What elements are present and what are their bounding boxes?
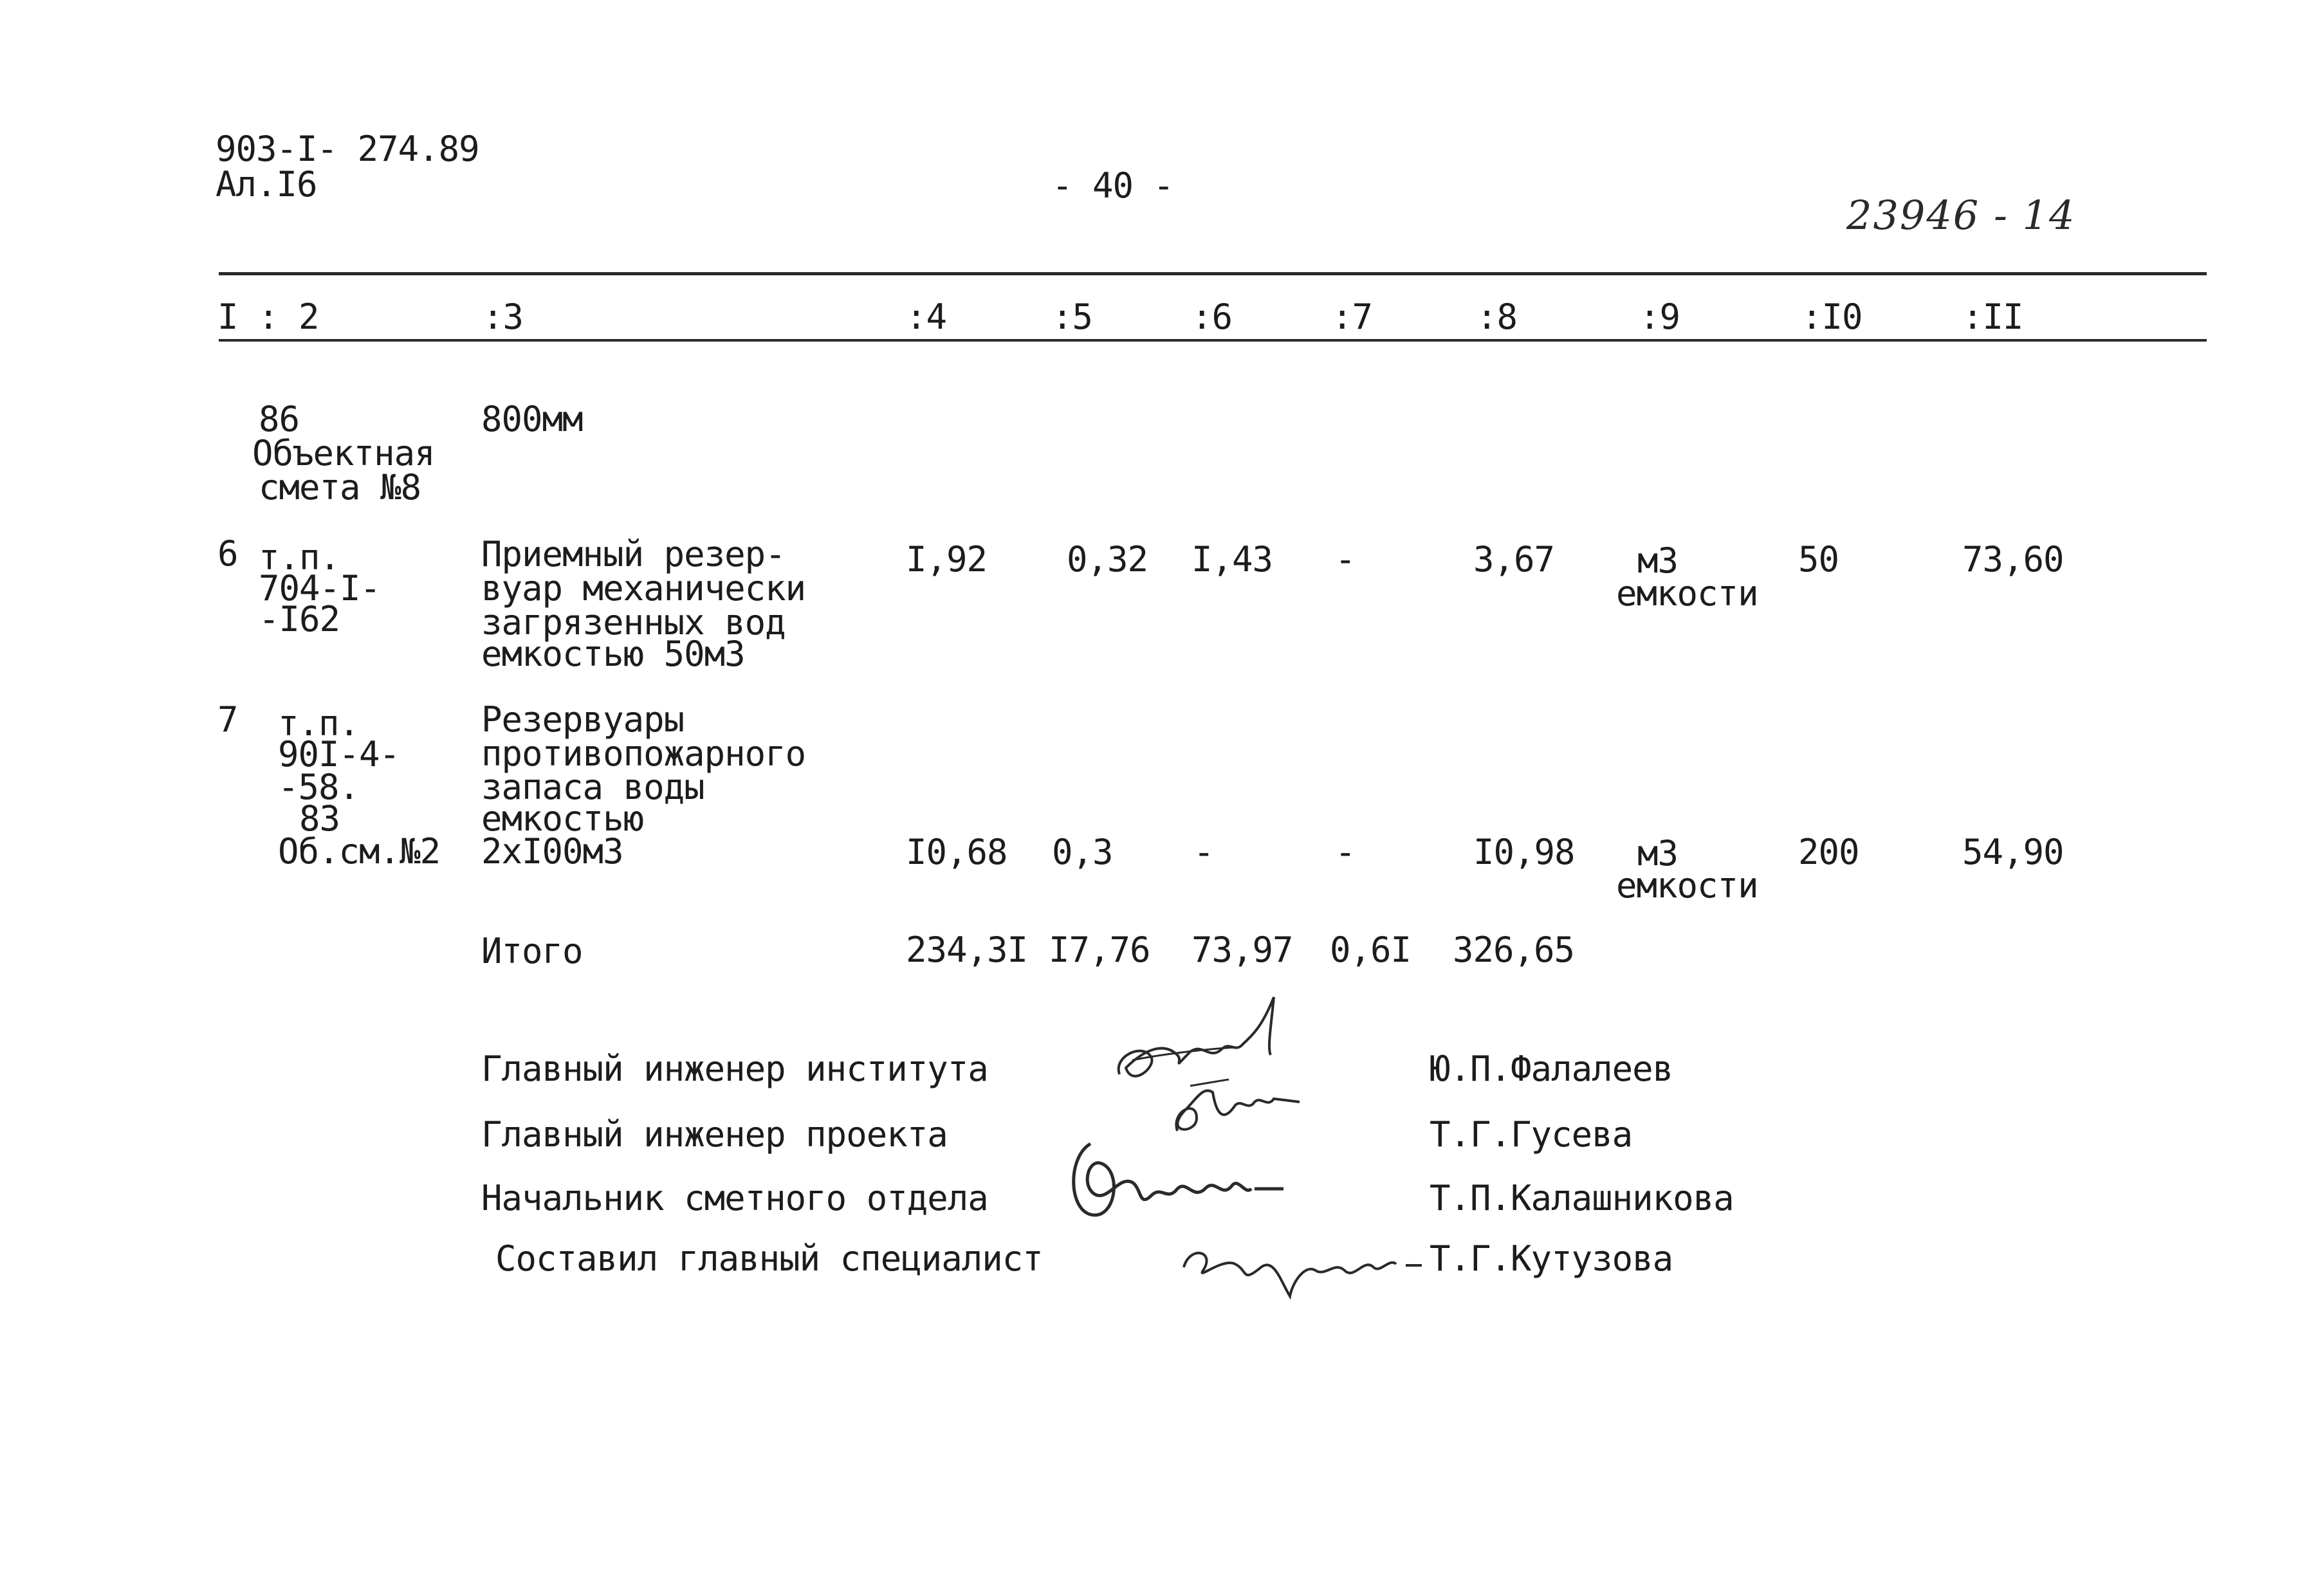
header-rule-top [219, 272, 2207, 275]
row-7-name-line5: 2хI00м3 [481, 831, 623, 872]
row-7-col7: - [1335, 832, 1356, 872]
row-7-ref-line4: 83 [299, 798, 340, 839]
continuation-ref-line3: смета №8 [259, 467, 421, 508]
row-6-col10: 50 [1798, 539, 1839, 580]
row-7-name-line3: запаса воды [481, 767, 704, 807]
page-number: - 40 - [1052, 165, 1174, 206]
row-6-name-line4: емкостью 50м3 [481, 634, 745, 674]
total-col8: 326,65 [1453, 930, 1575, 970]
row-7-ref-line1: т.п. [278, 703, 360, 744]
signature-name-1: Ю.П.Фалалеев [1430, 1049, 1673, 1089]
row-7-unit-line2: емкости [1616, 865, 1758, 906]
row-7-ref-line2: 90I-4- [278, 734, 400, 775]
row-7-col8: I0,98 [1473, 832, 1575, 872]
col-header-10: :I0 [1801, 297, 1863, 337]
total-col5: I7,76 [1049, 930, 1150, 970]
row-6-unit-line2: емкости [1616, 573, 1758, 614]
col-header-1-2: I : 2 [217, 297, 319, 337]
total-col6: 73,97 [1191, 930, 1293, 970]
sheet-label: Ал.I6 [216, 164, 317, 205]
total-col7: 0,6I [1330, 930, 1412, 970]
row-6-unit-line1: м3 [1637, 540, 1679, 581]
inventory-number: 23946 - 14 [1846, 192, 2076, 239]
signature-scribble-3 [1062, 1131, 1300, 1227]
row-6-name-line1: Приемный резер- [481, 534, 786, 574]
row-7-col6: - [1193, 832, 1214, 872]
total-label: Итого [481, 931, 583, 971]
row-7-col4: I0,68 [906, 832, 1007, 872]
doc-code: 903-I- 274.89 [216, 129, 479, 169]
col-header-3: :3 [483, 297, 524, 337]
row-6-name-line2: вуар механически [481, 568, 806, 609]
row-7-name-line4: емкостью [481, 798, 644, 839]
continuation-ref-line1: 86 [259, 399, 300, 439]
signature-position-3: Начальник сметного отдела [481, 1178, 988, 1218]
row-6-ref-line1: т.п. [259, 537, 340, 578]
col-header-11: :II [1962, 297, 2023, 337]
row-7-col5: 0,3 [1052, 832, 1113, 872]
row-6-col6: I,43 [1191, 539, 1273, 580]
row-6-ref-line3: -I62 [259, 599, 340, 639]
continuation-name: 800мм [481, 399, 583, 439]
header-rule-bottom [219, 339, 2207, 342]
row-6-name-line3: загрязенных вод [481, 602, 786, 643]
row-6-col8: 3,67 [1473, 539, 1555, 580]
signature-position-4: Составил главный специалист [495, 1238, 1043, 1279]
row-7-number: 7 [217, 699, 238, 740]
row-7-ref-line3: -58. [278, 767, 360, 807]
signature-name-3: Т.П.Калашникова [1430, 1178, 1734, 1218]
col-header-6: :6 [1191, 297, 1233, 337]
row-7-col10: 200 [1798, 832, 1859, 872]
total-col4: 234,3I [906, 930, 1028, 970]
row-7-unit-line1: м3 [1637, 833, 1679, 874]
continuation-ref-line2: Объектная [252, 433, 435, 473]
signature-position-2: Главный инженер проекта [481, 1114, 948, 1155]
row-6-col4: I,92 [906, 539, 988, 580]
row-7-name-line2: противопожарного [481, 733, 806, 774]
col-header-5: :5 [1052, 297, 1093, 337]
row-6-number: 6 [217, 533, 238, 574]
signature-name-4: Т.Г.Кутузова [1430, 1238, 1673, 1279]
row-6-col7: - [1335, 539, 1356, 580]
row-6-ref-line2: 704-I- [259, 568, 381, 609]
col-header-9: :9 [1639, 297, 1680, 337]
row-7-ref-line5: Об.см.№2 [278, 831, 441, 872]
signature-scribble-4 [1177, 1219, 1428, 1309]
row-6-col11: 73,60 [1962, 539, 2064, 580]
col-header-8: :8 [1476, 297, 1518, 337]
signature-position-1: Главный инженер института [481, 1049, 988, 1089]
col-header-7: :7 [1332, 297, 1373, 337]
row-6-col5: 0,32 [1067, 539, 1148, 580]
signature-name-2: Т.Г.Гусева [1430, 1114, 1633, 1155]
col-header-4: :4 [906, 297, 947, 337]
row-7-name-line1: Резервуары [481, 699, 685, 740]
row-7-col11: 54,90 [1962, 832, 2064, 872]
